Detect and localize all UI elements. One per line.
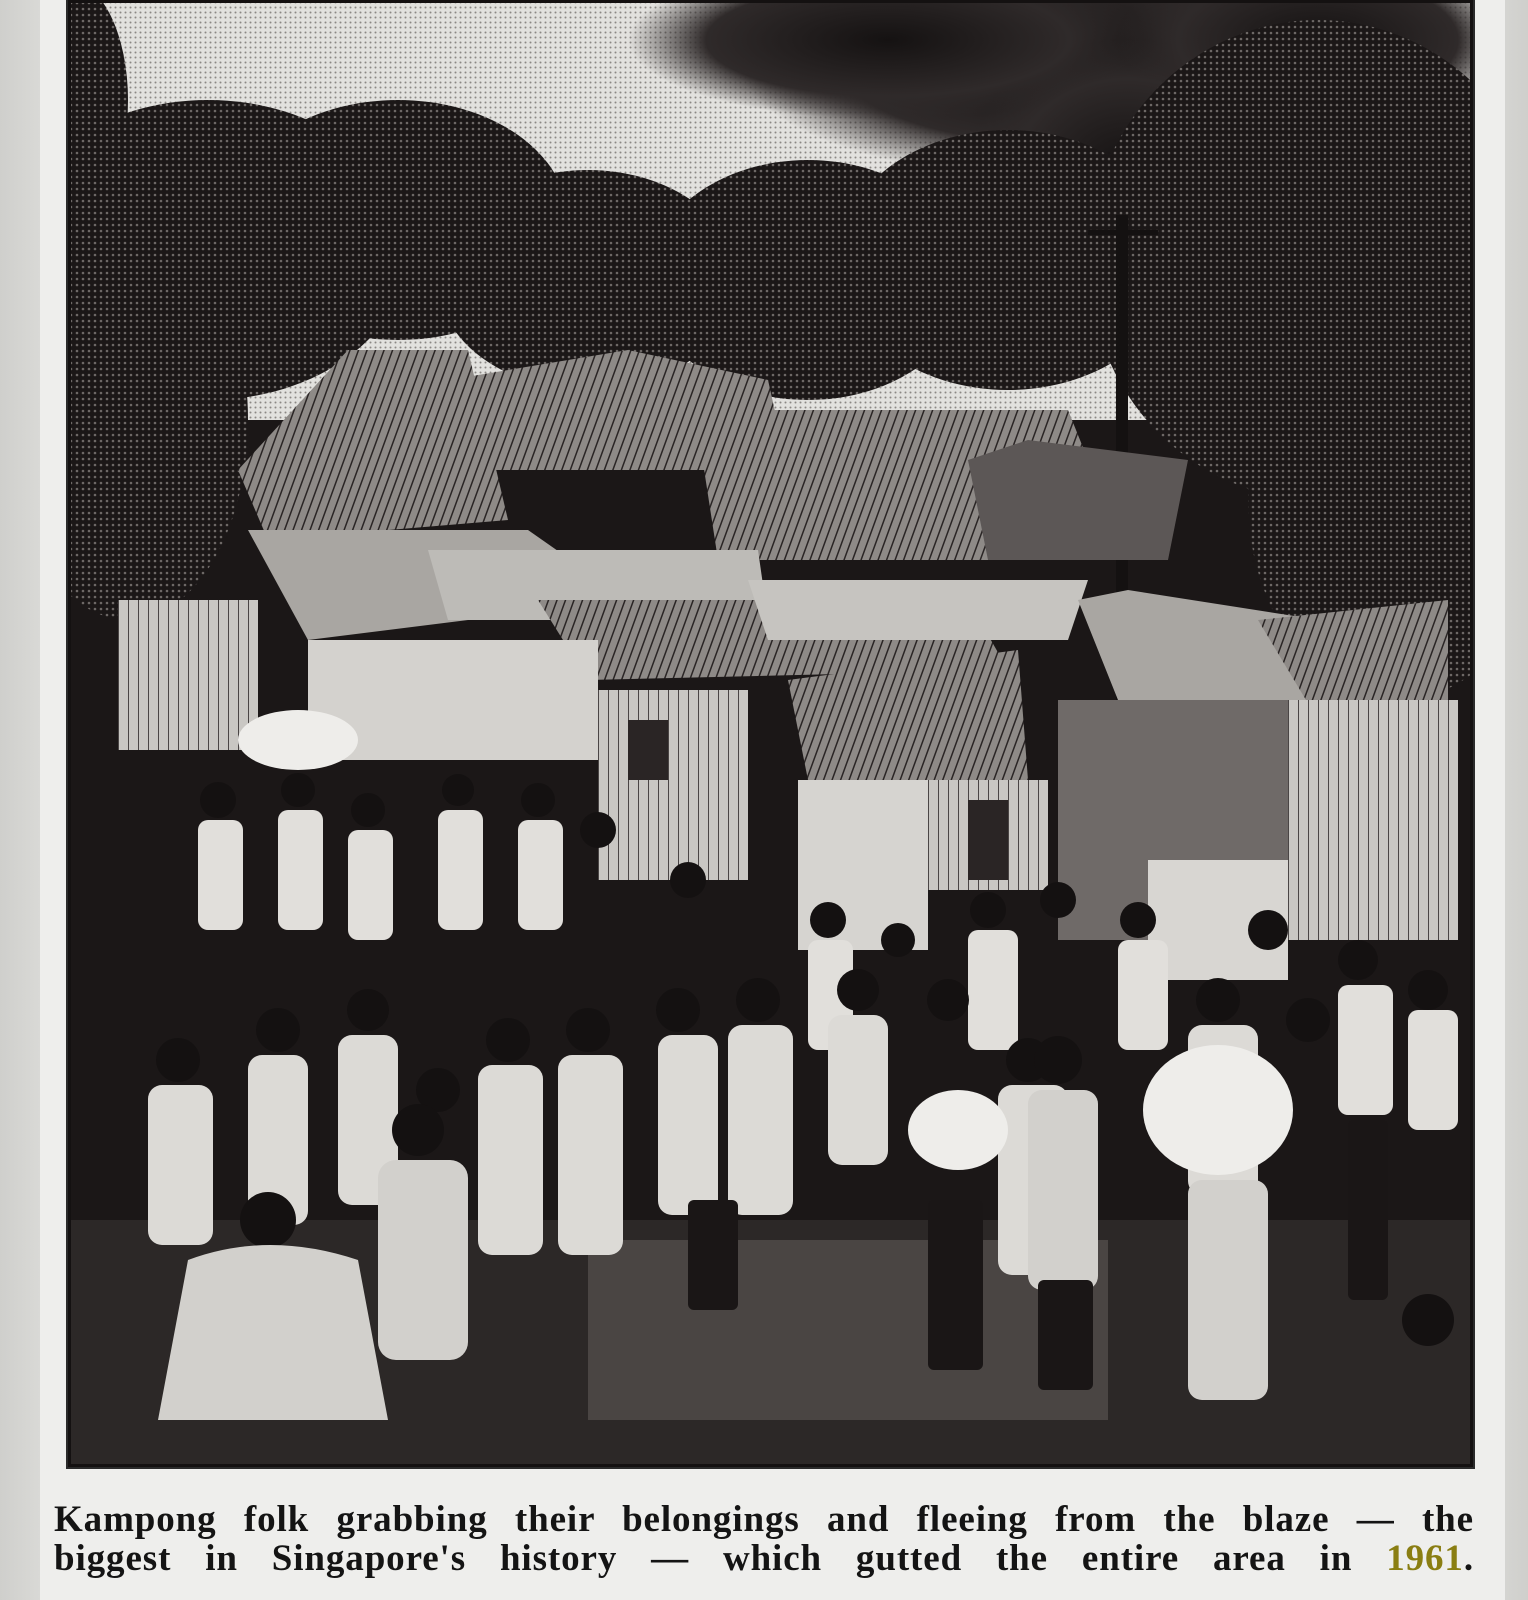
caption-year: 1961 (1386, 1538, 1464, 1579)
caption-line-1: Kampong folk grabbing their belongings and fleeing from the blaze — the (54, 1499, 1474, 1540)
caption-period: . (1463, 1538, 1474, 1579)
kampong-fire-photo (68, 0, 1473, 1467)
caption-line-2-text: biggest in Singapore's history — which gutted the entire area in (54, 1538, 1353, 1579)
photo-caption (54, 1500, 1474, 1578)
caption-line-2 (54, 1539, 1474, 1578)
newspaper-photo (66, 0, 1475, 1469)
